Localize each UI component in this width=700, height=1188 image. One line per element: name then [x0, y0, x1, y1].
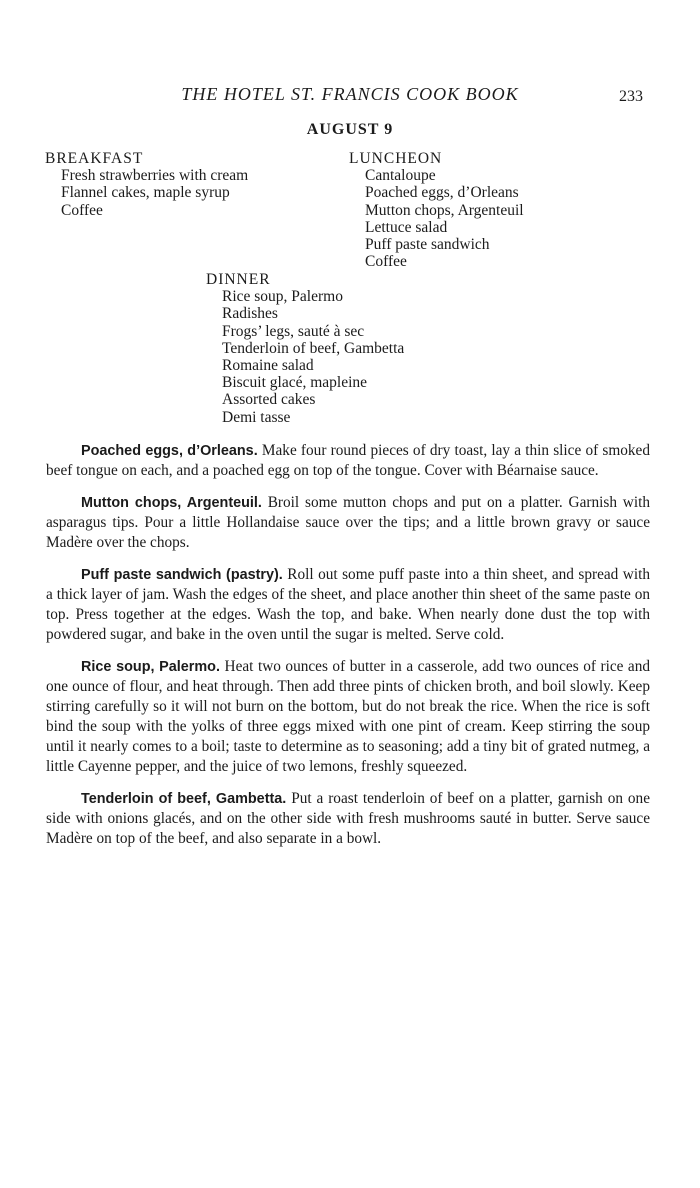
dinner-menu	[206, 271, 404, 426]
recipe-paragraph	[46, 493, 650, 553]
recipe-title: Mutton chops, Argenteuil.	[81, 495, 262, 511]
date-heading: AUGUST 9	[306, 121, 394, 138]
recipe-list	[46, 441, 650, 861]
menu-item: Mutton chops, Argenteuil	[365, 201, 524, 219]
menu-item: Tenderloin of beef, Gambetta	[222, 339, 405, 357]
menu-item: Puff paste sandwich	[365, 236, 490, 254]
recipe-body: Broil some mutton chops and put on a platter. Garnish with asparagus tips. Pour a little Hollandaise sauce over the tips; and a little brown gravy or sauce Madère over the chops.	[46, 494, 650, 551]
menu-item: Coffee	[365, 253, 407, 271]
recipe-title: Tenderloin of beef, Gambetta.	[81, 791, 287, 807]
recipe-paragraph	[46, 441, 650, 481]
menu-item: Rice soup, Palermo	[222, 288, 343, 306]
luncheon-menu	[349, 150, 524, 270]
recipe-title: Rice soup, Palermo.	[81, 659, 220, 675]
recipe-paragraph	[46, 565, 650, 645]
menu-item: Fresh strawberries with cream	[61, 167, 249, 185]
recipe-body: Make four round pieces of dry toast, lay a thin slice of smoked beef tongue on each, and a poached egg on top of the tongue. Cover with Béarnaise sauce.	[46, 442, 650, 479]
menu-item: Coffee	[61, 201, 103, 219]
breakfast-items	[45, 167, 248, 219]
menu-item: Demi tasse	[222, 408, 291, 426]
menu-item: Flannel cakes, maple syrup	[61, 184, 230, 202]
menu-item: Biscuit glacé, mapleine	[222, 374, 368, 392]
breakfast-title: BREAKFAST	[45, 150, 144, 167]
breakfast-menu	[45, 150, 248, 219]
dinner-items	[206, 288, 404, 426]
recipe-title: Puff paste sandwich (pastry).	[81, 567, 283, 583]
menu-item: Romaine salad	[222, 357, 314, 375]
menu-item: Assorted cakes	[222, 391, 316, 409]
luncheon-items	[349, 167, 524, 270]
menu-item: Frogs’ legs, sauté à sec	[222, 322, 365, 340]
recipe-body: Heat two ounces of butter in a casserole, add two ounces of rice and one ounce of flour, and heat through. Then add three pints of chicken broth, and boil slowly. Keep stirring carefully so it will not burn on the bottom, but do not break the rice. When the rice is soft bind the soup with the yolks of three eggs mixed with one pint of cream. Keep stirring the soup until it nearly comes to a boil; taste to determine as to seasoning; add a tiny bit of grated nutmeg, a little Cayenne pepper, and the juice of two lemons, freshly squeezed.	[46, 658, 651, 775]
menu-item: Radishes	[222, 305, 278, 323]
recipe-body: Roll out some puff paste into a thin sheet, and spread with a thick layer of jam. Wash the edges of the sheet, and place another thin sheet of the same paste on top. Press together at the edges. Wash the top, and bake. When nearly done dust the top with powdered sugar, and bake in the oven until the sugar is melted. Serve cold.	[46, 566, 650, 643]
recipe-body: Put a roast tenderloin of beef on a platter, garnish on one side with onions glacés, and on the other side with fresh mushrooms sauté in butter. Serve sauce Madère on top of the beef, and also separate in a bowl.	[46, 790, 650, 847]
page-number: 233	[619, 88, 643, 105]
menu-item: Poached eggs, d’Orleans	[365, 184, 519, 202]
running-title: THE HOTEL ST. FRANCIS COOK BOOK	[181, 84, 519, 104]
menu-item: Lettuce salad	[365, 218, 448, 236]
recipe-title: Poached eggs, d’Orleans.	[81, 443, 258, 459]
recipe-paragraph	[46, 789, 650, 849]
luncheon-title: LUNCHEON	[349, 150, 443, 167]
menu-item: Cantaloupe	[365, 167, 436, 185]
dinner-title: DINNER	[206, 271, 271, 288]
recipe-paragraph	[46, 657, 650, 777]
